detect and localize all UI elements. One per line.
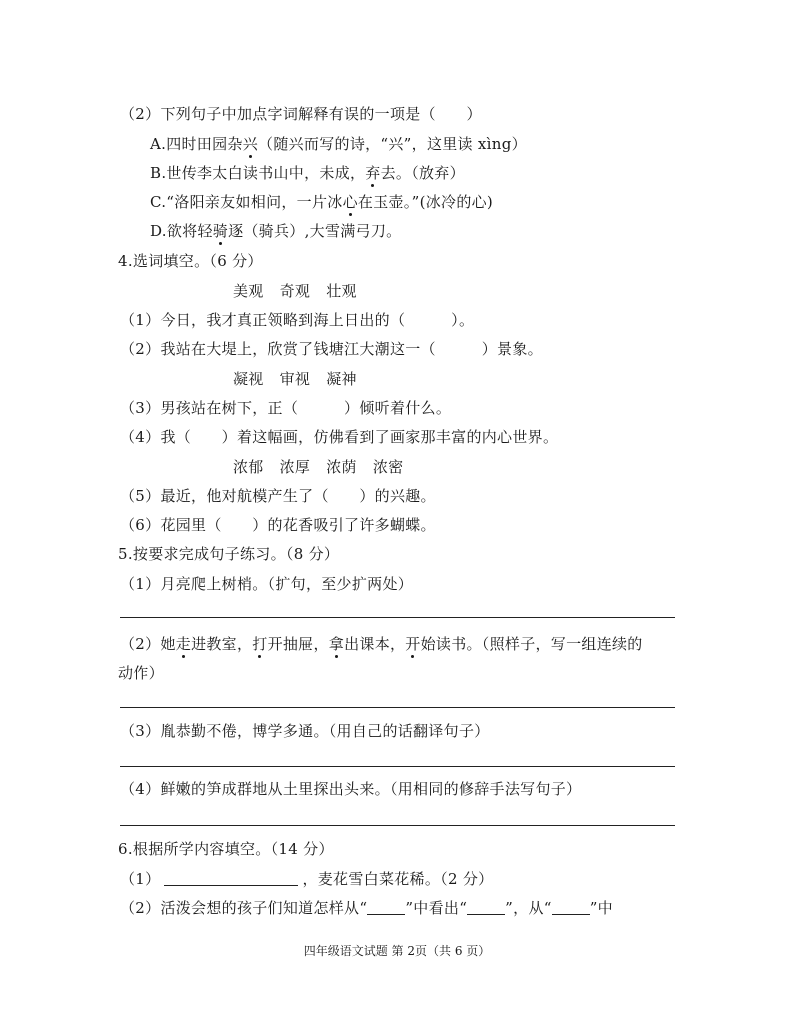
- answer-line[interactable]: [120, 617, 675, 618]
- page-footer: 四年级语文试题 第 2页（共 6 页）: [303, 944, 491, 958]
- option-d-post: 逐（骑兵）,大雪满弓刀。: [228, 222, 402, 240]
- q5-s2: [120, 634, 643, 654]
- q4-s2: （2）我站在大堤上，欣赏了钱塘江大潮这一（ ）景象。: [120, 340, 543, 358]
- word-option: 凝视: [233, 370, 264, 388]
- q6-s2-part: ”中: [589, 899, 613, 917]
- option-a-post: （随兴而写的诗，“兴”，这里读 xìng）: [258, 135, 527, 153]
- q6-s1-pre: （1）: [120, 870, 161, 888]
- answer-line[interactable]: [120, 766, 675, 767]
- option-c-pre: C.“洛阳亲友如相问，一片冰: [150, 193, 343, 211]
- word-group-2: [233, 369, 373, 389]
- dotted-char: 心: [342, 193, 358, 211]
- option-b-pre: B.世传李太白读书山中，未成，: [150, 164, 366, 182]
- q5-s4: （4）鲜嫩的笋成群地从土里探出头来。（用相同的修辞手法写句子）: [120, 780, 582, 798]
- option-a-pre: A.四时田园杂: [150, 135, 243, 153]
- option-c: [150, 192, 493, 212]
- q6-s1: [120, 869, 493, 889]
- q4-s4: （4）我（ ）着这幅画，仿佛看到了画家那丰富的内心世界。: [120, 428, 559, 446]
- q5-s3: （3）胤恭勤不倦，博学多通。（用自己的话翻译句子）: [120, 722, 490, 740]
- dotted-char: 弃: [365, 164, 381, 182]
- q6-s2-part: （2）活泼会想的孩子们知道怎样从“: [120, 899, 368, 917]
- word-option: 壮观: [326, 282, 357, 300]
- word-option: 浓密: [372, 458, 404, 476]
- word-option: 凝神: [326, 370, 357, 388]
- q5-s2-part: 始读书。（照样子，写一组连续的: [420, 635, 643, 653]
- q5-s2-part: 开抽屉，: [267, 635, 329, 653]
- answer-line[interactable]: [120, 825, 675, 826]
- fill-blank[interactable]: [164, 871, 298, 886]
- word-option: 奇观: [279, 282, 311, 300]
- q6-s2-part: ”中看出“: [405, 899, 468, 917]
- option-b-post: 去。（放弃）: [380, 164, 465, 182]
- q5-s1: （1）月亮爬上树梢。（扩句，至少扩两处）: [120, 575, 414, 593]
- q6-s2: [120, 898, 613, 918]
- dotted-char: 开: [405, 635, 421, 653]
- word-option: 美观: [233, 282, 264, 300]
- option-b: [150, 163, 465, 183]
- q6-title: 6.根据所学内容填空。（14 分）: [118, 840, 334, 858]
- dotted-char: 走: [175, 635, 192, 653]
- q6-s2-part: ”，从“: [505, 899, 552, 917]
- q5-s2-part: 进教室，: [191, 635, 253, 653]
- option-c-post: 在玉壶。”(冰冷的心): [357, 193, 494, 211]
- q4-s1: （1）今日，我才真正领略到海上日出的（ ）。: [120, 311, 475, 329]
- q3-2-prompt: （2）下列句子中加点字词解释有误的一项是（ ）: [120, 105, 482, 123]
- q4-s3: （3）男孩站在树下，正（ ）倾听着什么。: [120, 399, 452, 417]
- word-group-3: [233, 457, 419, 477]
- dotted-char: 兴: [242, 135, 259, 153]
- option-d: [150, 221, 401, 241]
- fill-blank[interactable]: [367, 900, 405, 915]
- option-a: [150, 134, 527, 154]
- word-option: 浓荫: [326, 458, 357, 476]
- dotted-char: 骑: [212, 222, 229, 240]
- word-group-1: [233, 281, 373, 301]
- q4-title: 4.选词填空。（6 分）: [118, 252, 263, 270]
- q5-s2-part: 出课本，: [344, 635, 406, 653]
- answer-line[interactable]: [120, 707, 675, 708]
- q5-s2-cont: 动作）: [118, 664, 164, 682]
- q5-s2-part: （2）她: [120, 635, 176, 653]
- q6-s1-post: ，麦花雪白菜花稀。（2 分）: [302, 870, 494, 888]
- option-d-pre: D.欲将轻: [150, 222, 213, 240]
- word-option: 浓厚: [279, 458, 311, 476]
- dotted-char: 拿: [328, 635, 345, 653]
- dotted-char: 打: [252, 635, 268, 653]
- q5-title: 5.按要求完成句子练习。（8 分）: [118, 545, 340, 563]
- fill-blank[interactable]: [467, 900, 505, 915]
- word-option: 审视: [279, 370, 311, 388]
- word-option: 浓郁: [233, 458, 264, 476]
- q4-s6: （6）花园里（ ）的花香吸引了许多蝴蝶。: [120, 516, 436, 534]
- q4-s5: （5）最近，他对航模产生了（ ）的兴趣。: [120, 487, 436, 505]
- fill-blank[interactable]: [552, 900, 590, 915]
